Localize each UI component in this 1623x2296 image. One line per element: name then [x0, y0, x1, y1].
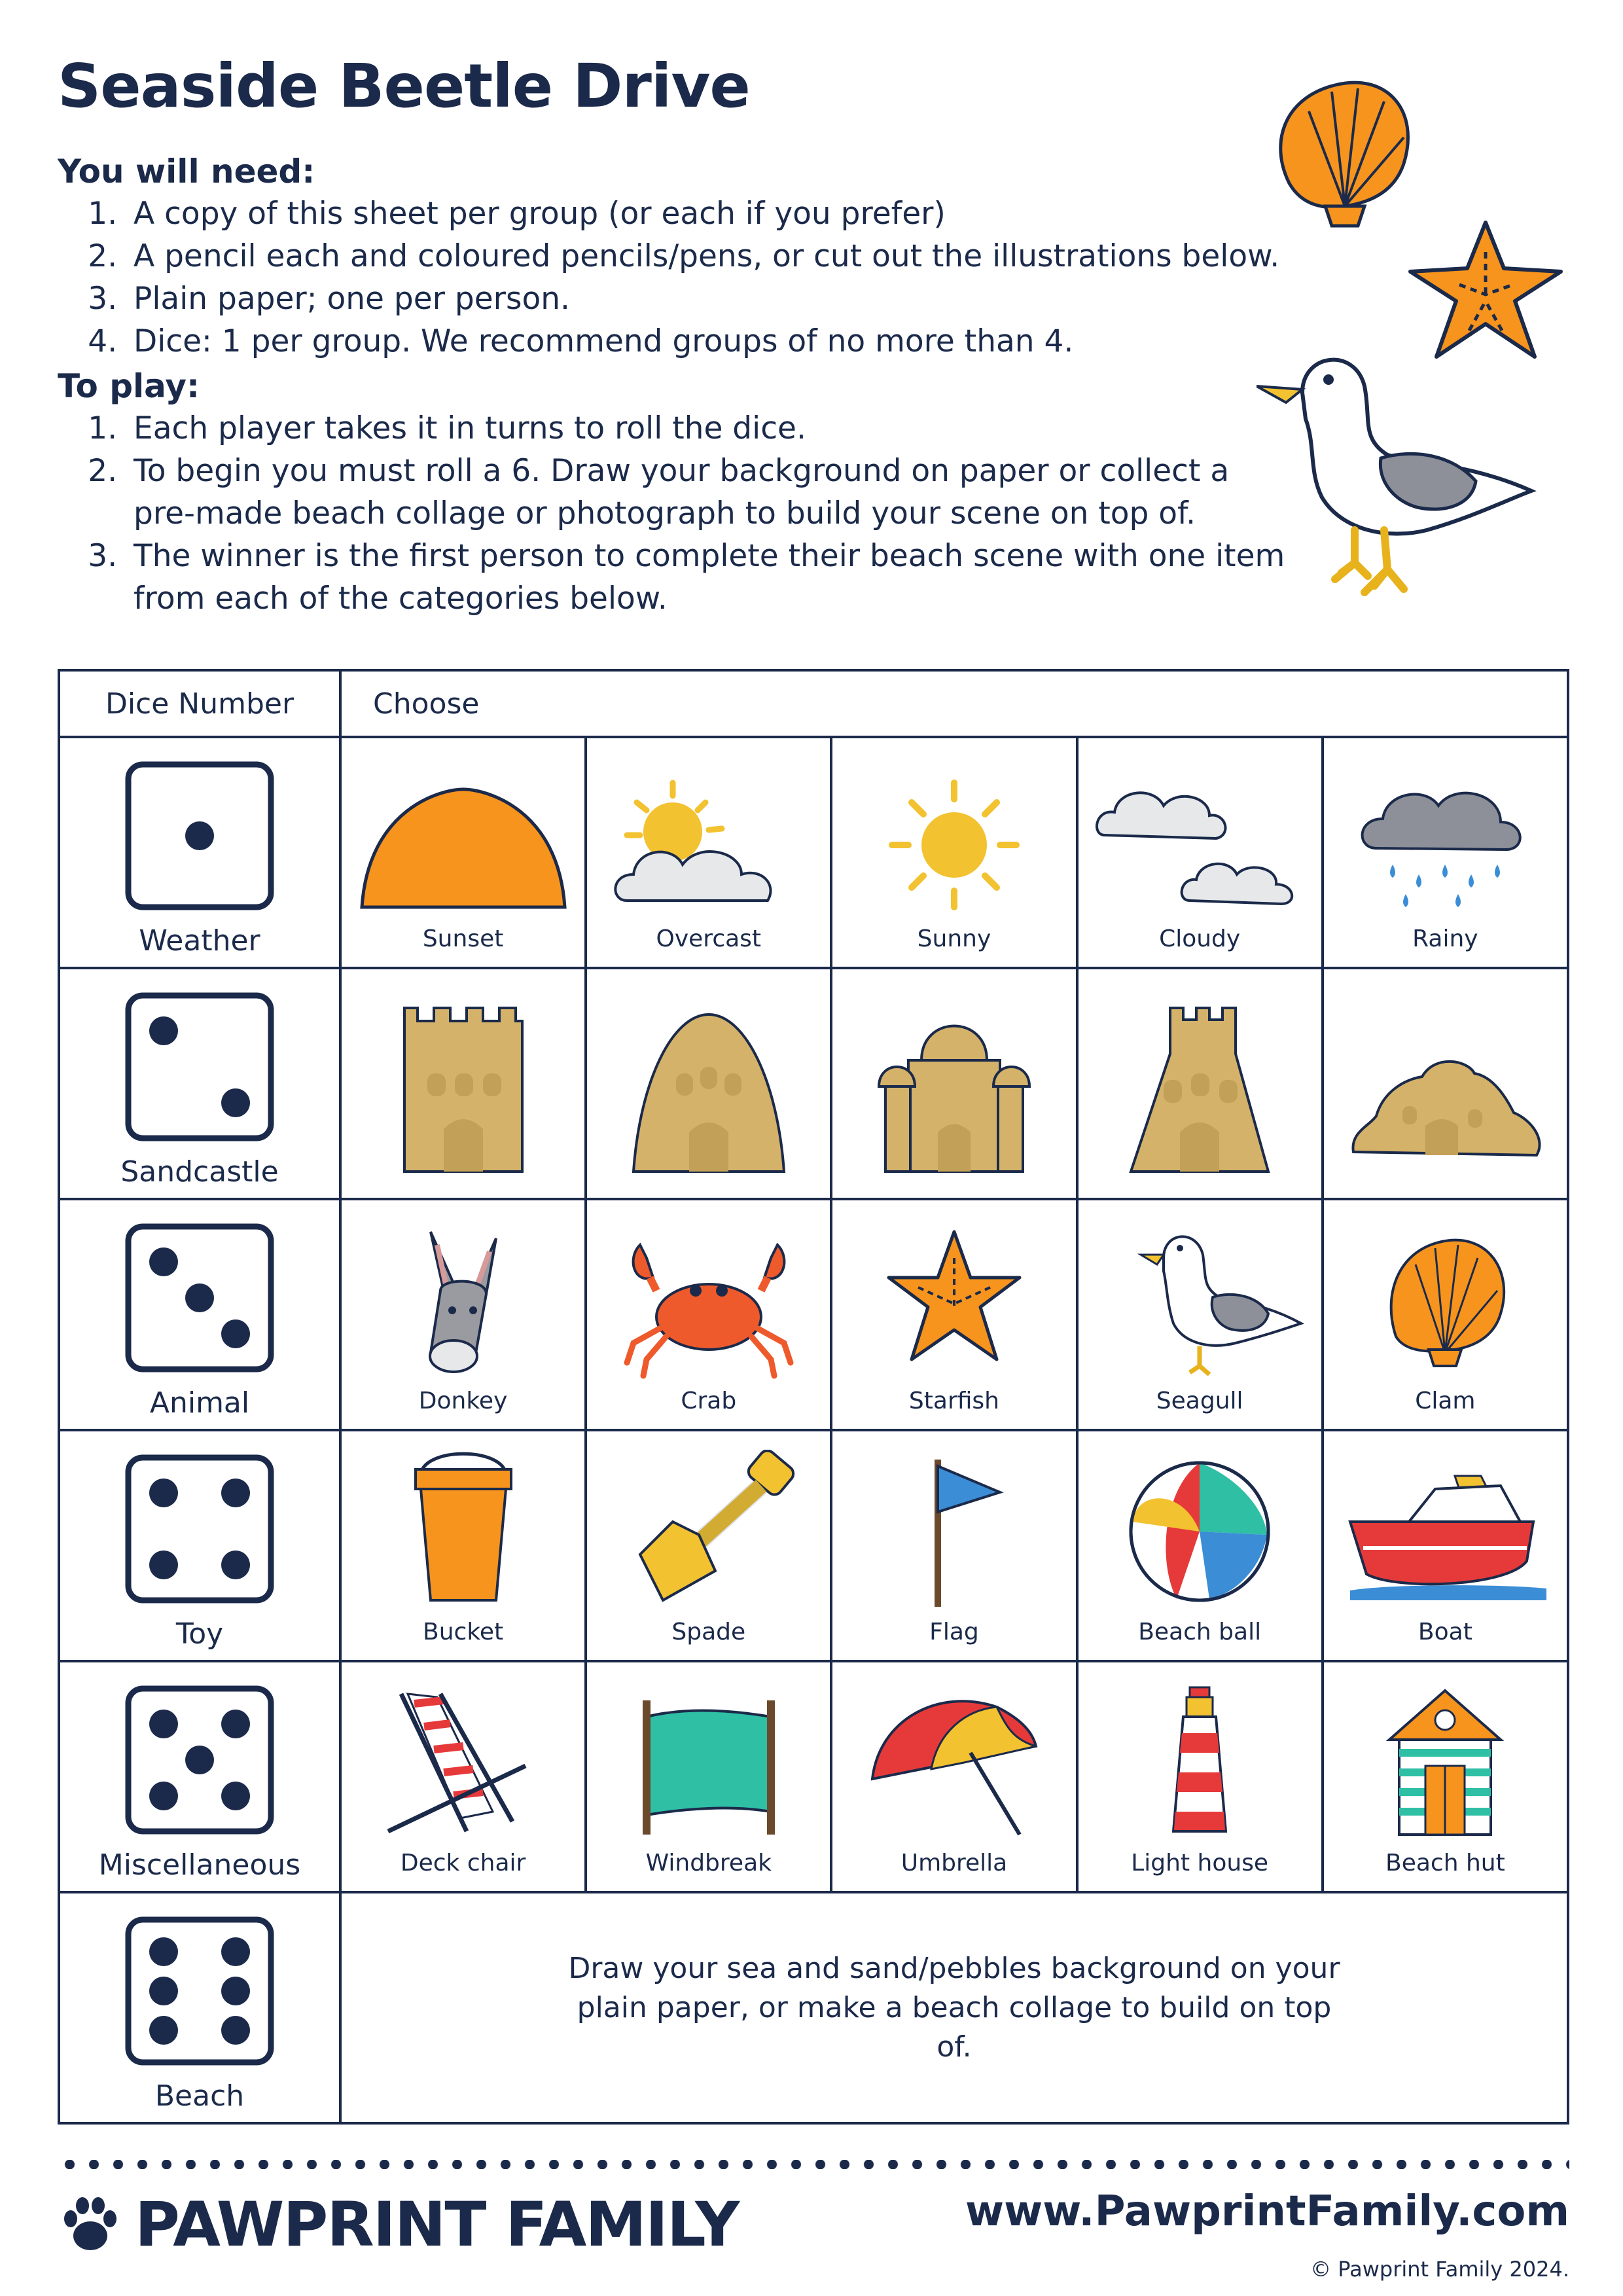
- item-label: Overcast: [656, 925, 762, 952]
- beach-ball-icon: [1092, 1450, 1308, 1613]
- website-link[interactable]: www.PawprintFamily.com: [965, 2187, 1569, 2236]
- beach-instruction-text: Draw your sea and sand/pebbles background on your plain paper, or make a beach collage to build on top of.: [568, 1951, 1340, 2064]
- item-cell: [1077, 1199, 1323, 1430]
- dotted-divider: [58, 2160, 1569, 2169]
- need-heading: You will need:: [58, 152, 315, 190]
- table-row: [59, 1661, 1568, 1892]
- need-item: 2. A pencil each and coloured pencils/pens, or cut out the illustrations below.: [127, 235, 1288, 278]
- dice-cell: [59, 1199, 340, 1430]
- item-label: [832, 1178, 1075, 1198]
- die-face-4-icon: [124, 1454, 275, 1604]
- item-label: Flag: [929, 1619, 979, 1645]
- bucket-icon: [355, 1450, 571, 1613]
- sandcastle-trapezoid-icon: [1092, 1001, 1308, 1178]
- die-face-1-icon: [124, 761, 275, 911]
- die-face-6-icon: [124, 1916, 275, 2066]
- item-label: Donkey: [418, 1388, 508, 1414]
- item-label: Beach ball: [1138, 1619, 1262, 1645]
- item-cell: [586, 968, 831, 1199]
- item-cell: [831, 1430, 1077, 1661]
- page-title: Seaside Beetle Drive: [58, 51, 750, 121]
- item-label: Deck chair: [400, 1850, 526, 1876]
- item-cell: [340, 968, 586, 1199]
- item-label: Beach hut: [1385, 1850, 1505, 1876]
- item-cell: [340, 1661, 586, 1892]
- item-cell: [586, 737, 831, 968]
- item-label: [342, 1178, 584, 1198]
- game-table: [58, 669, 1569, 2125]
- overcast-icon: [601, 770, 817, 920]
- item-cell: [1077, 968, 1323, 1199]
- windbreak-icon: [601, 1681, 817, 1844]
- lighthouse-icon: [1092, 1681, 1308, 1844]
- item-cell: [1323, 968, 1568, 1199]
- item-label: Light house: [1131, 1850, 1269, 1876]
- need-item: 3. Plain paper; one per person.: [127, 278, 1288, 320]
- sunset-icon: [355, 770, 571, 920]
- item-label: Sunny: [917, 925, 991, 952]
- item-cell: [1323, 737, 1568, 968]
- dice-cell: [59, 1892, 340, 2123]
- item-label: [1079, 1178, 1321, 1198]
- item-cell: [831, 968, 1077, 1199]
- play-list: [58, 407, 1288, 620]
- table-row: [59, 1199, 1568, 1430]
- item-cell: [1077, 1430, 1323, 1661]
- item-label: [1324, 1178, 1567, 1198]
- pawprint-icon: [58, 2193, 123, 2258]
- beach-hut-icon: [1337, 1681, 1553, 1844]
- brand-logo: [58, 2189, 738, 2261]
- category-label: Animal: [149, 1386, 250, 1420]
- brand-name: PAWPRINT FAMILY: [135, 2189, 739, 2261]
- item-cell: [1077, 737, 1323, 968]
- item-cell: [1323, 1430, 1568, 1661]
- item-label: [587, 1178, 830, 1198]
- rain-cloud-icon: [1337, 770, 1553, 920]
- item-label: Cloudy: [1159, 925, 1241, 952]
- boat-icon: [1337, 1450, 1553, 1613]
- dice-cell: [59, 968, 340, 1199]
- die-face-2-icon: [124, 992, 275, 1142]
- item-cell: [831, 737, 1077, 968]
- cloud-icon: [1092, 770, 1308, 920]
- item-label: Crab: [681, 1388, 737, 1414]
- item-label: Seagull: [1156, 1388, 1243, 1414]
- shell-icon: [1263, 72, 1427, 229]
- category-label: Miscellaneous: [98, 1848, 301, 1882]
- item-label: Starfish: [908, 1388, 999, 1414]
- sand-pile-icon: [1337, 1001, 1553, 1178]
- instructions: [58, 151, 1288, 622]
- dice-number-header: Dice Number: [59, 670, 340, 737]
- item-cell: [1323, 1661, 1568, 1892]
- sandcastle-domed-icon: [846, 1001, 1062, 1178]
- seagull-icon: [1257, 340, 1538, 609]
- play-item: 3. The winner is the first person to complete their beach scene with one item from each of the categories below.: [127, 535, 1288, 620]
- seagull-icon: [1092, 1219, 1308, 1382]
- sandcastle-mound-icon: [601, 1001, 817, 1178]
- item-cell: [1323, 1199, 1568, 1430]
- dice-cell: [59, 737, 340, 968]
- category-label: Beach: [154, 2079, 245, 2113]
- starfish-icon: [846, 1219, 1062, 1382]
- choose-header: Choose: [340, 670, 1568, 737]
- donkey-icon: [355, 1219, 571, 1382]
- copyright: © Pawprint Family 2024.: [1310, 2257, 1569, 2282]
- beach-umbrella-icon: [846, 1681, 1062, 1844]
- category-label: Weather: [139, 924, 260, 958]
- spade-icon: [601, 1450, 817, 1613]
- item-label: Umbrella: [901, 1850, 1008, 1876]
- need-list: [58, 192, 1288, 363]
- item-cell: [340, 737, 586, 968]
- item-cell: [586, 1430, 831, 1661]
- item-label: Spade: [671, 1619, 746, 1645]
- play-heading: To play:: [58, 367, 200, 405]
- item-cell: [586, 1661, 831, 1892]
- sandcastle-tower-icon: [355, 1001, 571, 1178]
- table-row: [59, 968, 1568, 1199]
- item-cell: [586, 1199, 831, 1430]
- category-label: Toy: [175, 1617, 224, 1651]
- item-label: Boat: [1418, 1619, 1472, 1645]
- item-label: Clam: [1415, 1388, 1476, 1414]
- deck-chair-icon: [355, 1681, 571, 1844]
- dice-cell: [59, 1661, 340, 1892]
- die-face-5-icon: [124, 1685, 275, 1835]
- item-label: Rainy: [1412, 925, 1478, 952]
- item-cell: [340, 1430, 586, 1661]
- play-item: 1. Each player takes it in turns to roll the dice.: [127, 407, 1288, 450]
- category-label: Sandcastle: [120, 1155, 279, 1189]
- die-face-3-icon: [124, 1223, 275, 1373]
- clam-shell-icon: [1337, 1219, 1553, 1382]
- table-row: [59, 1430, 1568, 1661]
- item-cell: [831, 1661, 1077, 1892]
- table-row: [59, 1892, 1568, 2123]
- dice-cell: [59, 1430, 340, 1661]
- need-item: 1. A copy of this sheet per group (or each if you prefer): [127, 192, 1288, 235]
- item-label: Sunset: [422, 925, 504, 952]
- item-label: Bucket: [423, 1619, 504, 1645]
- flag-icon: [846, 1450, 1062, 1613]
- crab-icon: [601, 1219, 817, 1382]
- table-row: [59, 737, 1568, 968]
- beach-instruction: [340, 1892, 1568, 2123]
- sun-icon: [846, 770, 1062, 920]
- item-label: Windbreak: [645, 1850, 772, 1876]
- need-item: 4. Dice: 1 per group. We recommend groups of no more than 4.: [127, 320, 1288, 363]
- play-item: 2. To begin you must roll a 6. Draw your background on paper or collect a pre-made beach collage or photograph to build your scene on top of.: [127, 450, 1288, 535]
- item-cell: [340, 1199, 586, 1430]
- item-cell: [1077, 1661, 1323, 1892]
- item-cell: [831, 1199, 1077, 1430]
